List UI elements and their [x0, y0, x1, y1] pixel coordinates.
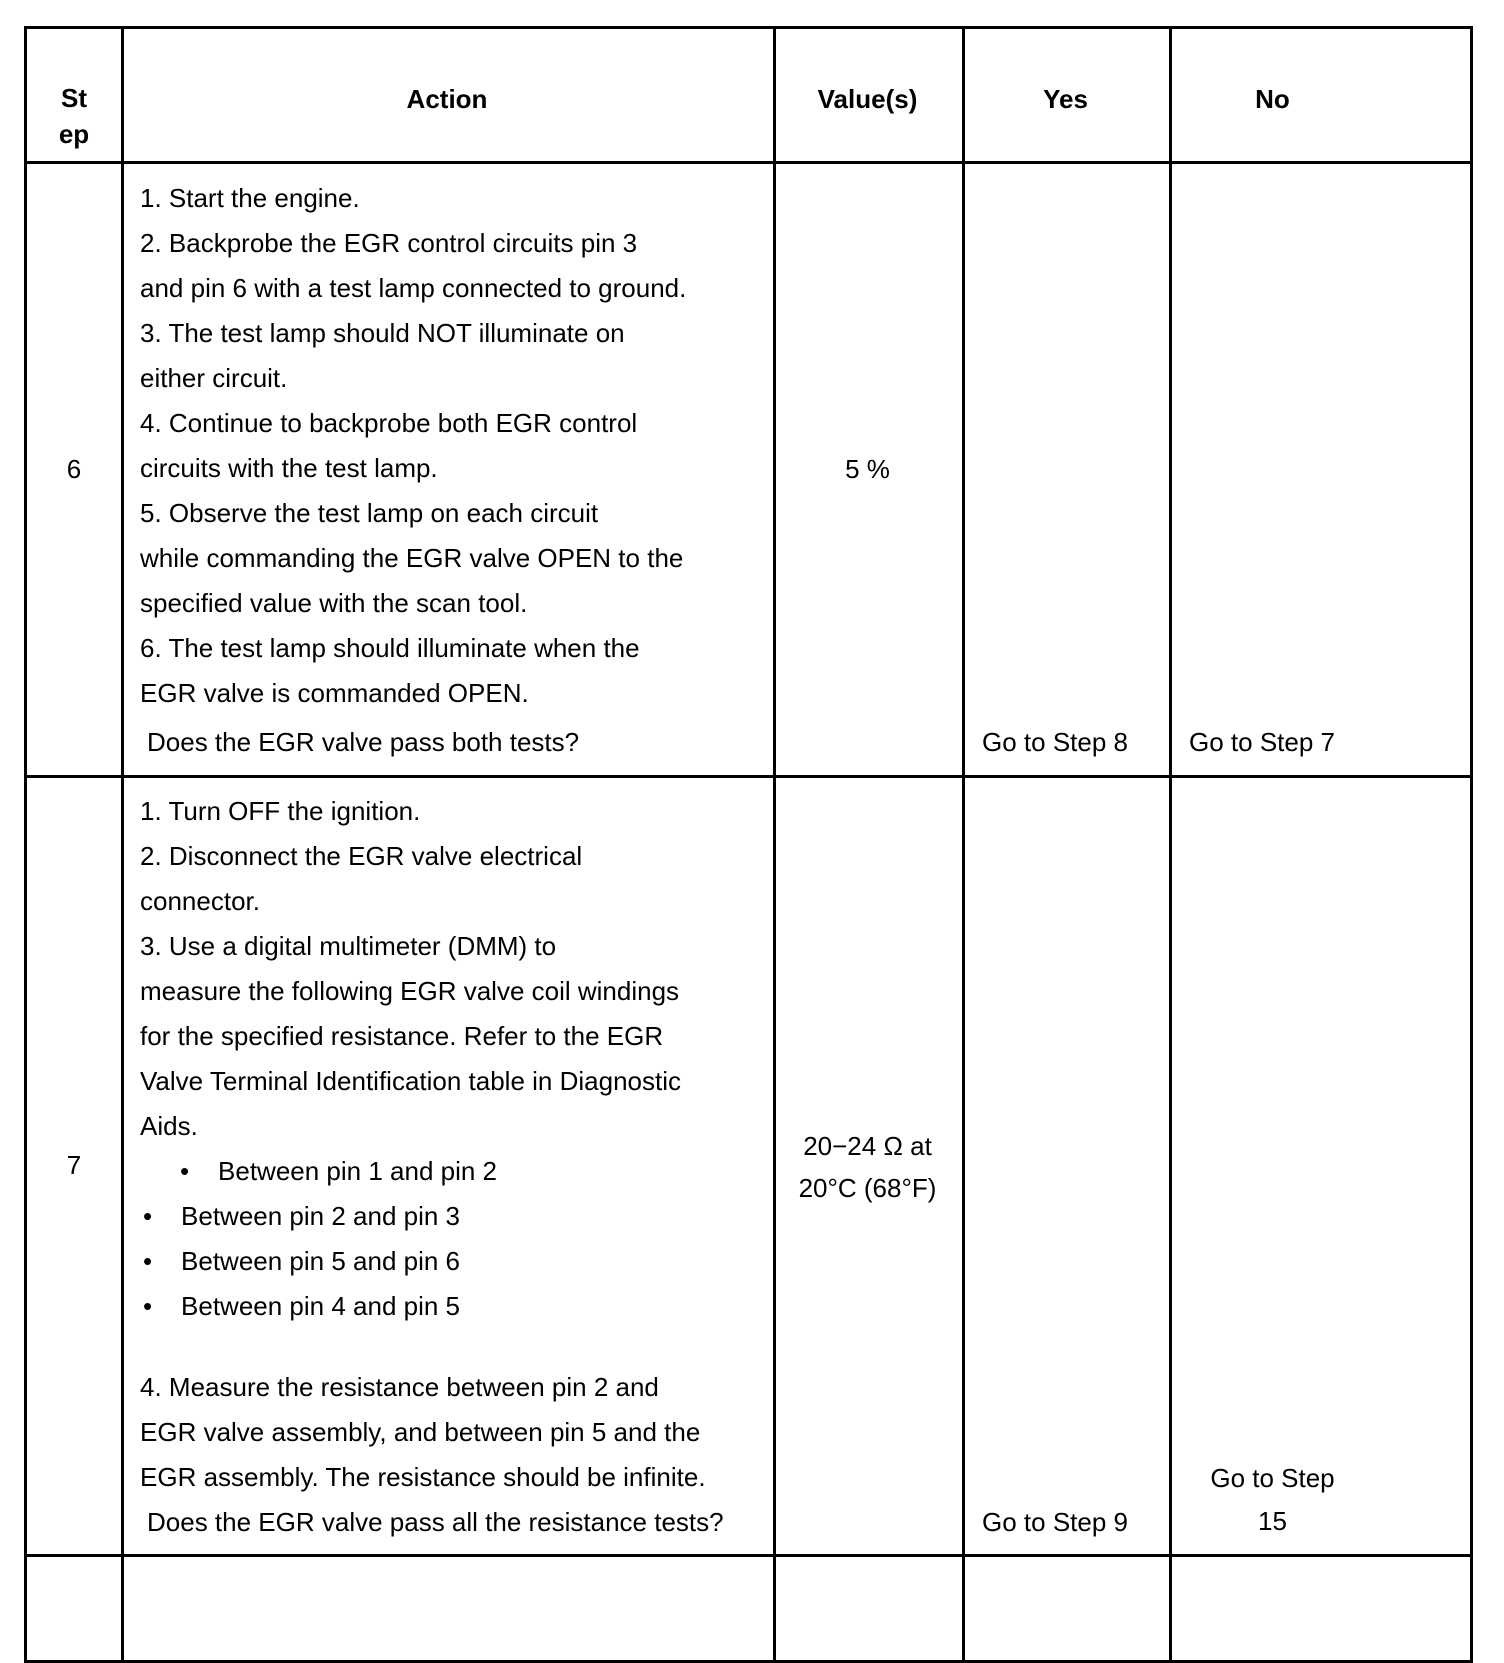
instruction-line: either circuit. [140, 363, 288, 393]
bullet-text: Between pin 2 and pin 3 [181, 1201, 461, 1231]
row-divider [27, 161, 1470, 164]
instruction-line: connector. [140, 886, 260, 916]
header-step-line: St [61, 83, 87, 113]
column-divider [121, 29, 124, 1660]
no-result-line: Go to Step [1210, 1463, 1335, 1493]
instruction-line: for the specified resistance. Refer to the EGR [140, 1021, 664, 1051]
instruction-line: 6. The test lamp should illuminate when the [140, 633, 640, 663]
bullet-text: Between pin 5 and pin 6 [181, 1246, 461, 1276]
bullet-item [140, 1149, 760, 1194]
no-result [1169, 1457, 1376, 1543]
yes-result: Go to Step 9 [982, 1507, 1128, 1537]
bullet-dot: • [143, 1291, 153, 1321]
bullet-text: Between pin 1 and pin 2 [218, 1156, 498, 1186]
instruction-line: 2. Disconnect the EGR valve electrical [140, 841, 583, 871]
column-divider [773, 29, 776, 1660]
step-value [773, 1125, 962, 1209]
column-divider [962, 29, 965, 1660]
instruction-line: 3. The test lamp should NOT illuminate on [140, 318, 625, 348]
bullet-dot: • [180, 1156, 190, 1186]
header-step [27, 80, 121, 152]
instruction-line: 4. Measure the resistance between pin 2 and [140, 1372, 659, 1402]
column-divider [1169, 29, 1172, 1660]
instruction-line: EGR valve assembly, and between pin 5 and the [140, 1417, 701, 1447]
no-result: Go to Step 7 [1189, 727, 1335, 757]
header-action: Action [406, 84, 488, 114]
bullet-text: Between pin 4 and pin 5 [181, 1291, 461, 1321]
instruction-line: Aids. [140, 1111, 198, 1141]
row-divider [27, 1554, 1470, 1557]
instruction-line: EGR valve is commanded OPEN. [140, 678, 529, 708]
step-value: 5 % [845, 454, 890, 484]
bullet-item [140, 1239, 760, 1284]
instruction-line: 4. Continue to backprobe both EGR control [140, 408, 638, 438]
bullet-dot: • [143, 1246, 153, 1276]
spacer [140, 1329, 760, 1365]
yes-result: Go to Step 8 [982, 727, 1128, 757]
value-line: 20°C (68°F) [798, 1173, 937, 1203]
no-result-line: 15 [1258, 1506, 1287, 1536]
diagnostic-table [24, 26, 1473, 1663]
instruction-line: specified value with the scan tool. [140, 588, 528, 618]
header-yes: Yes [1043, 84, 1088, 114]
step-number: 7 [66, 1150, 82, 1180]
action-instructions [140, 789, 760, 1500]
header-step-line: ep [58, 119, 90, 149]
instruction-line: EGR assembly. The resistance should be infinite. [140, 1462, 706, 1492]
instruction-line: 1. Start the engine. [140, 183, 360, 213]
row-divider [27, 775, 1470, 778]
instruction-line: 2. Backprobe the EGR control circuits pin 3 [140, 228, 638, 258]
value-line: 20−24 Ω at [803, 1131, 932, 1161]
bullet-item [140, 1194, 760, 1239]
bullet-item [140, 1284, 760, 1329]
instruction-line: 5. Observe the test lamp on each circuit [140, 498, 599, 528]
instruction-line: Valve Terminal Identification table in Diagnostic [140, 1066, 681, 1096]
header-values: Value(s) [817, 84, 918, 114]
instruction-line: 1. Turn OFF the ignition. [140, 796, 421, 826]
instruction-line: 3. Use a digital multimeter (DMM) to [140, 931, 557, 961]
step-number: 6 [66, 454, 82, 484]
step-question: Does the EGR valve pass all the resistance tests? [147, 1507, 724, 1537]
instruction-line: and pin 6 with a test lamp connected to ground. [140, 273, 687, 303]
action-instructions [140, 176, 686, 716]
bullet-dot: • [143, 1201, 153, 1231]
step-question: Does the EGR valve pass both tests? [147, 727, 580, 757]
instruction-line: while commanding the EGR valve OPEN to the [140, 543, 684, 573]
instruction-line: circuits with the test lamp. [140, 453, 438, 483]
instruction-line: measure the following EGR valve coil windings [140, 976, 680, 1006]
header-no: No [1255, 84, 1290, 114]
